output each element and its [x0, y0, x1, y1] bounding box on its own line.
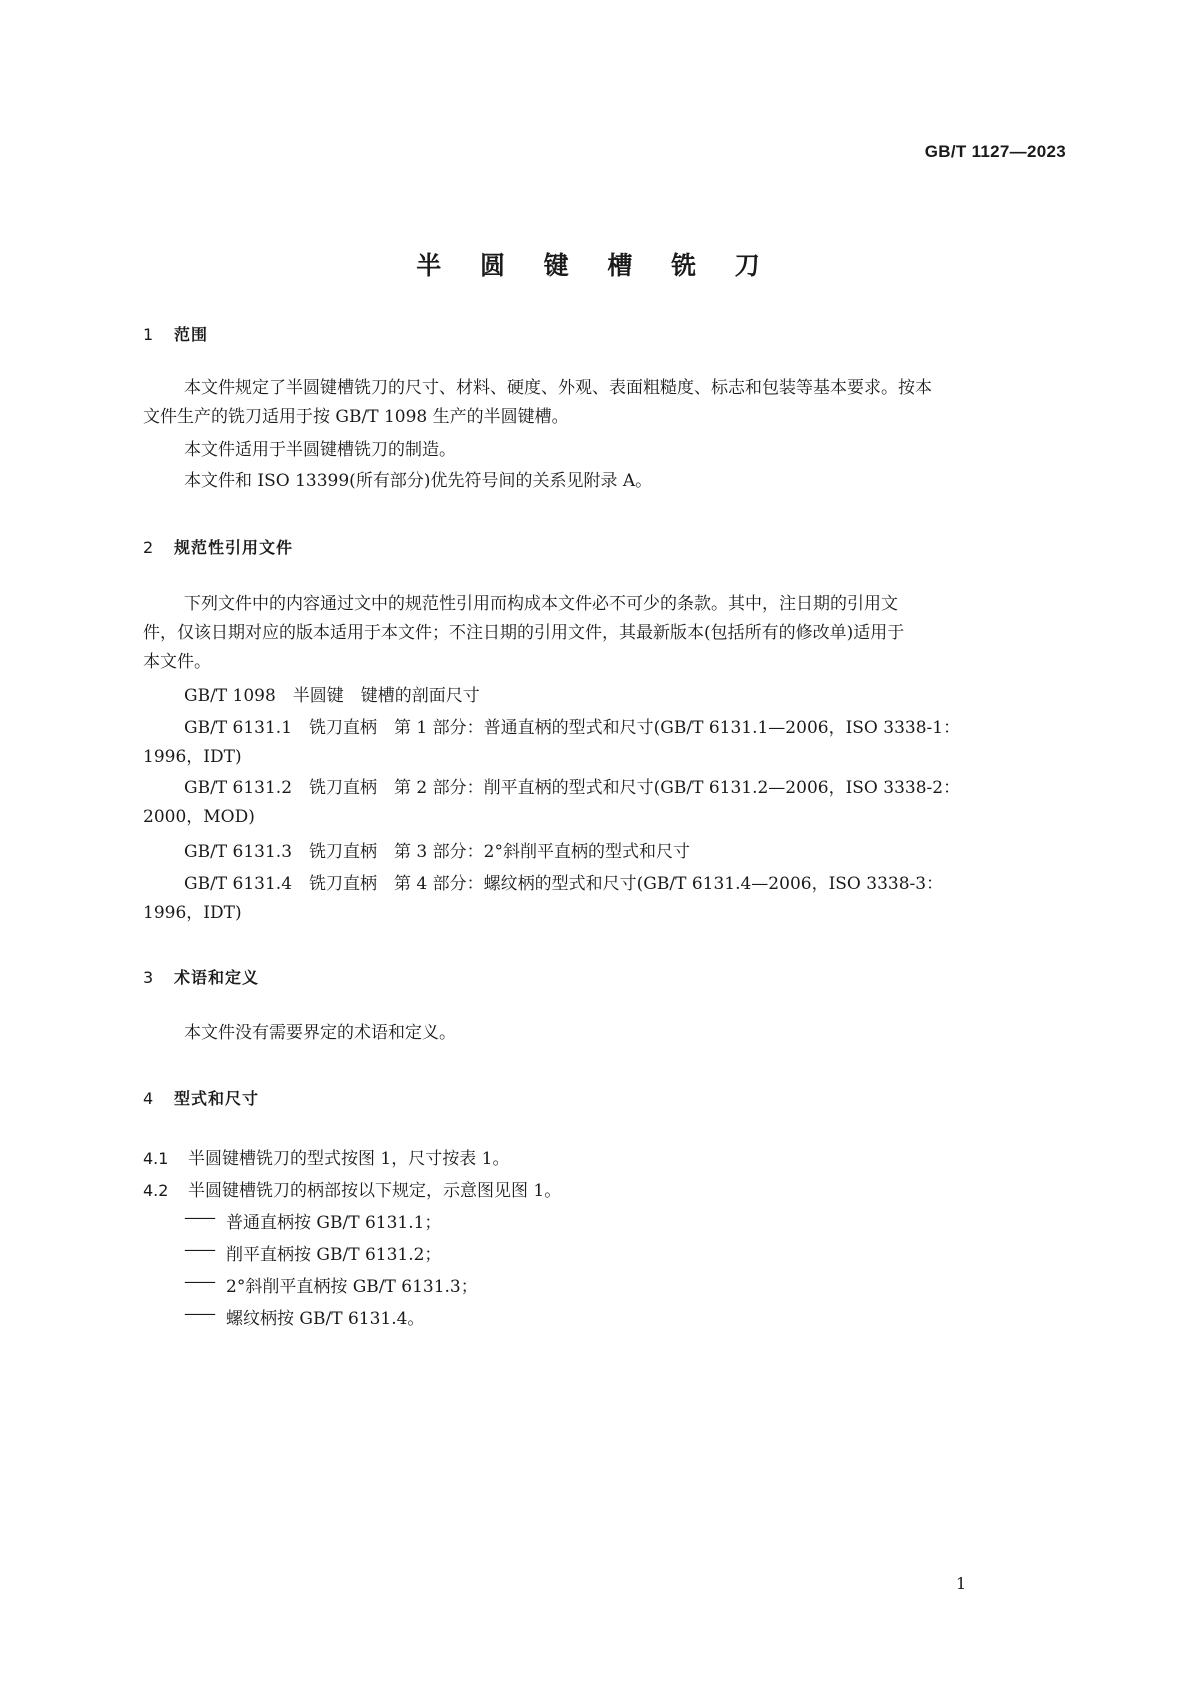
reference-item — [143, 838, 1061, 867]
section-1-heading — [143, 322, 208, 345]
section-title: 型式和尺寸 — [174, 1089, 260, 1108]
list-item-text: 螺纹柄按 GB/T 6131.4。 — [226, 1309, 425, 1329]
text-line: GB/T 6131.3 铣刀直柄 第 3 部分：2°斜削平直柄的型式和尺寸 — [184, 842, 690, 862]
text-line: 下列文件中的内容通过文中的规范性引用而构成本文件必不可少的条款。其中，注日期的引用文 — [184, 594, 898, 614]
document-title: 半 圆 键 槽 铣 刀 — [416, 251, 775, 280]
section-number: 1 — [143, 325, 155, 344]
page-number: 1 — [956, 1574, 967, 1593]
text-line: 本文件没有需要界定的术语和定义。 — [184, 1023, 456, 1043]
text-line: 1996，IDT) — [143, 903, 242, 923]
text-line: GB/T 6131.4 铣刀直柄 第 4 部分：螺纹柄的型式和尺寸(GB/T 6131.4—2006，ISO 3338-3： — [184, 874, 944, 894]
clause-4-2 — [143, 1176, 561, 1201]
dash-marker: —— — [184, 1272, 214, 1292]
reference-item — [143, 870, 1061, 928]
text-line: 本文件规定了半圆键槽铣刀的尺寸、材料、硬度、外观、表面粗糙度、标志和包装等基本要求。按本 — [184, 378, 932, 398]
scope-paragraph-1 — [143, 374, 1061, 432]
text-line: 本文件。 — [143, 652, 211, 672]
list-item-text: 普通直柄按 GB/T 6131.1； — [226, 1213, 442, 1233]
dash-marker: —— — [184, 1240, 214, 1260]
section-title: 规范性引用文件 — [174, 538, 294, 557]
text-line: 本文件适用于半圆键槽铣刀的制造。 — [184, 440, 456, 460]
reference-item — [143, 774, 1061, 832]
terms-paragraph — [143, 1019, 1061, 1048]
text-line: 2000，MOD) — [143, 807, 255, 827]
list-item — [184, 1240, 441, 1265]
text-line: 本文件和 ISO 13399(所有部分)优先符号间的关系见附录 A。 — [184, 471, 653, 491]
document-code: GB/T 1127—2023 — [924, 142, 1066, 161]
text-line: GB/T 1098 半圆键 键槽的剖面尺寸 — [184, 686, 480, 706]
dash-marker: —— — [184, 1304, 214, 1324]
section-4-heading — [143, 1086, 259, 1109]
list-item-text: 2°斜削平直柄按 GB/T 6131.3； — [226, 1277, 478, 1297]
reference-item — [143, 682, 1061, 711]
scope-paragraph-3 — [143, 467, 1061, 496]
section-2-heading — [143, 535, 293, 558]
text-line: 文件生产的铣刀适用于按 GB/T 1098 生产的半圆键槽。 — [143, 407, 569, 427]
text-line: 1996，IDT) — [143, 747, 242, 767]
list-item-text: 削平直柄按 GB/T 6131.2； — [226, 1245, 442, 1265]
section-title: 术语和定义 — [174, 968, 260, 987]
section-number: 4 — [143, 1089, 155, 1108]
list-item — [184, 1304, 424, 1329]
text-line: GB/T 6131.2 铣刀直柄 第 2 部分：削平直柄的型式和尺寸(GB/T 6131.2—2006，ISO 3338-2： — [184, 778, 961, 798]
clause-text: 半圆键槽铣刀的柄部按以下规定，示意图见图 1。 — [188, 1181, 562, 1201]
scope-paragraph-2 — [143, 436, 1061, 465]
section-title: 范围 — [174, 325, 209, 344]
section-number: 3 — [143, 968, 155, 987]
dash-marker: —— — [184, 1208, 214, 1228]
list-item — [184, 1208, 441, 1233]
clause-text: 半圆键槽铣刀的型式按图 1，尺寸按表 1。 — [188, 1149, 510, 1169]
text-line: 件，仅该日期对应的版本适用于本文件；不注日期的引用文件，其最新版本(包括所有的修改单)适用于 — [143, 623, 905, 643]
reference-item — [143, 714, 1061, 772]
clause-number: 4.1 — [143, 1149, 169, 1168]
section-3-heading — [143, 965, 259, 988]
clause-4-1 — [143, 1144, 509, 1169]
text-line: GB/T 6131.1 铣刀直柄 第 1 部分：普通直柄的型式和尺寸(GB/T 6131.1—2006，ISO 3338-1： — [184, 718, 961, 738]
references-intro — [143, 590, 1061, 677]
clause-number: 4.2 — [143, 1181, 169, 1200]
section-number: 2 — [143, 538, 155, 557]
list-item — [184, 1272, 478, 1297]
